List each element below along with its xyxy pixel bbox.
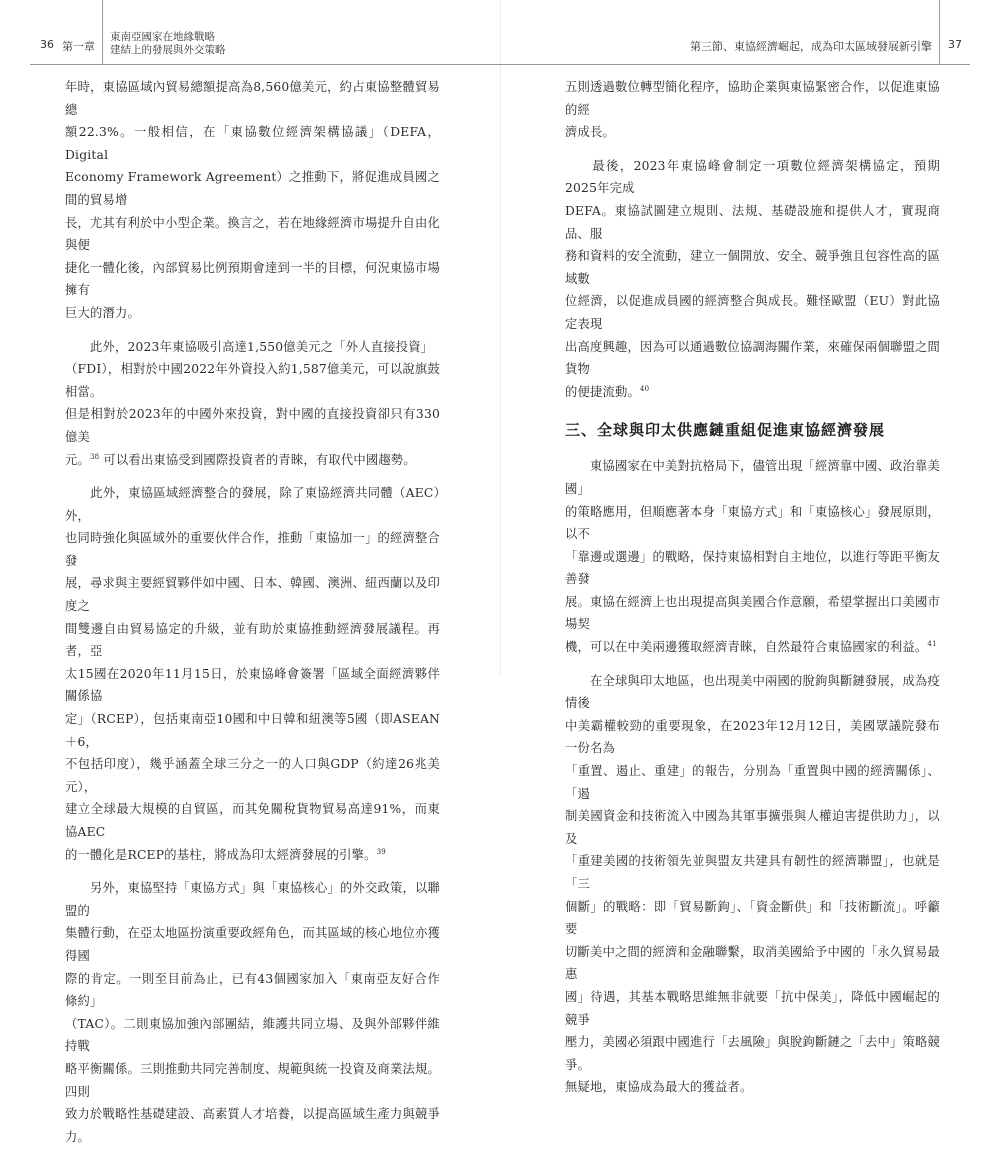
footnote-ref: 41: [927, 639, 937, 648]
paragraph-text: 此外，2023年東協吸引高達1,550億美元之「外人直接投資」 （FDI），相對於中國2022年外資投入約1,587億美元，可以說旗鼓相當。 但是相對於2023年的中國外來投資，對中國的直接投資卻只有330億美 元。: [65, 339, 440, 467]
paragraph: 另外，東協堅持「東協方式」與「東協核心」的外交政策，以聯盟的 集體行動，在亞太地區扮演重要政經角色，而其區域的核心地位亦獲得國 際的肯定。一則至目前為止，已有43個國家加入「東南亞友好合作條約」 （TAC）。二則東協加強內部團結，維護共同立場、及與外部夥伴維持戰 略平衡關係。三則推動共同完善制度、規範與統一投資及商業法規。四則 致力於戰略性基礎建設、高素質人才培養，以提高區域生產力與競爭力。: [65, 881, 440, 1144]
paragraph-text: 最後，2023年東協峰會制定一項數位經濟架構協定，預期2025年完成 DEFA。東協試圖建立規則、法規、基礎設施和提供人才，實現商品、服 務和資料的安全流動，建立一個開放、安全、競爭強且包容性高的區域數 位經濟，以促進成員國的經濟整合與成長。難怪歐盟（EU）對此協定表現 出高度興趣，因為可以通過數位協調海關作業，來確保兩個聯盟之間貨物 的便捷流動。: [565, 158, 940, 399]
paragraph: [565, 155, 940, 404]
paragraph-text: 可以看出東協受到國際投資者的青睞，有取代中國趨勢。: [99, 452, 416, 467]
paragraph: 在全球與印太地區，也出現美中兩國的脫鉤與斷鏈發展，成為疫情後 中美霸權較勁的重要現象，在2023年12月12日，美國眾議院發布一份名為 「重置、遏止、重建」的報告，分別為「重置與中國的經濟關係」、「遏 制美國資金和技術流入中國為其軍事擴張與人權迫害提供助力」，以及 「重建美國的技術領先並與盟友共建具有韌性的經濟聯盟」，也就是「三 個斷」的戰略：即「貿易斷鉤」、「資金斷供」和「技術斷流」。呼籲要 切斷美中之間的經濟和金融聯繫，取消美國給予中國的「永久貿易最惠 國」待遇，其基本戰略思維無非就要「抗中保美」，降低中國崛起的競爭 壓力，美國必須跟中國進行「去風險」與脫鉤斷鏈之「去中」策略競爭。 無疑地，東協成為最大的獲益者。: [565, 673, 940, 1095]
left-page-body: [65, 76, 440, 1159]
header-divider-right: [939, 0, 940, 64]
right-page-number: 37: [948, 38, 962, 51]
paragraph: 五則透過數位轉型簡化程序，協助企業與東協緊密合作，以促進東協的經 濟成長。: [565, 80, 940, 140]
paragraph: [65, 482, 440, 866]
footnote-ref: 38: [90, 452, 100, 461]
paragraph: [65, 336, 440, 472]
paragraph-text: 東協國家在中美對抗格局下，儘管出現「經濟靠中國、政治靠美國」 的策略應用，但順應著本身「東協方式」和「東協核心」發展原則，以不 「靠邊或選邊」的戰略，保持東協相對自主地位，以進行等距平衡友善發 展。東協在經濟上也出現提高與美國合作意願，希望掌握出口美國市場契 機，可以在中美兩邊獲取經濟青睞，自然最符合東協國家的利益。: [565, 459, 940, 655]
right-running-title: 第三節、東協經濟崛起，成為印太區域發展新引擎: [690, 40, 932, 53]
left-running-title-line2: 建結上的發展與外交策略: [110, 44, 226, 56]
footnote-ref: 39: [376, 847, 386, 856]
paragraph: [565, 455, 940, 658]
footnote-ref: 40: [639, 384, 650, 393]
book-gutter: [500, 0, 501, 677]
right-page-body: [565, 76, 940, 1110]
left-running-title-line1: 東南亞國家在地緣戰略: [110, 31, 215, 43]
paragraph: 年時，東協區域內貿易總額提高為8,560億美元，約占東協整體貿易總 額22.3%。一般相信，在「東協數位經濟架構協議」（DEFA，Digital Economy Framework Agreement）之推動下，將促進成員國之間的貿易增 長，尤其有利於中小型企業。換言之，若在地緣經濟市場提升自由化與便 捷化一體化後，內部貿易比例預期會達到一半的目標，何況東協市場擁有 巨大的潛力。: [65, 80, 440, 320]
chapter-label: 第一章: [62, 40, 95, 53]
section-heading: 三、全球與印太供應鏈重組促進東協經濟發展: [565, 421, 886, 440]
paragraph-text: 此外，東協區域經濟整合的發展，除了東協經濟共同體（AEC）外， 也同時強化與區域外的重要伙伴合作，推動「東協加一」的經濟整合發 展，尋求與主要經貿夥伴如中國、日本、韓國、澳洲、紐西蘭以及印度之 間雙邊自由貿易協定的升級，並有助於東協推動經濟發展議程。再者，亞 太15國在2020年11月15日，於東協峰會簽署「區域全面經濟夥伴關係協 定」（RCEP），包括東南亞10國和中日韓和紐澳等5國（即ASEAN＋6， 不包括印度），幾乎涵蓋全球三分之一的人口與GDP（約達26兆美元）， 建立全球最大規模的自貿區，而其免關稅貨物貿易高達91%，而東協AEC 的一體化是RCEP的基柱，將成為印太經濟發展的引擎。: [65, 486, 440, 862]
header-divider-left: [102, 0, 103, 64]
left-page-number: 36: [40, 38, 54, 51]
left-running-title: [110, 31, 226, 57]
header-rule: [30, 64, 970, 65]
